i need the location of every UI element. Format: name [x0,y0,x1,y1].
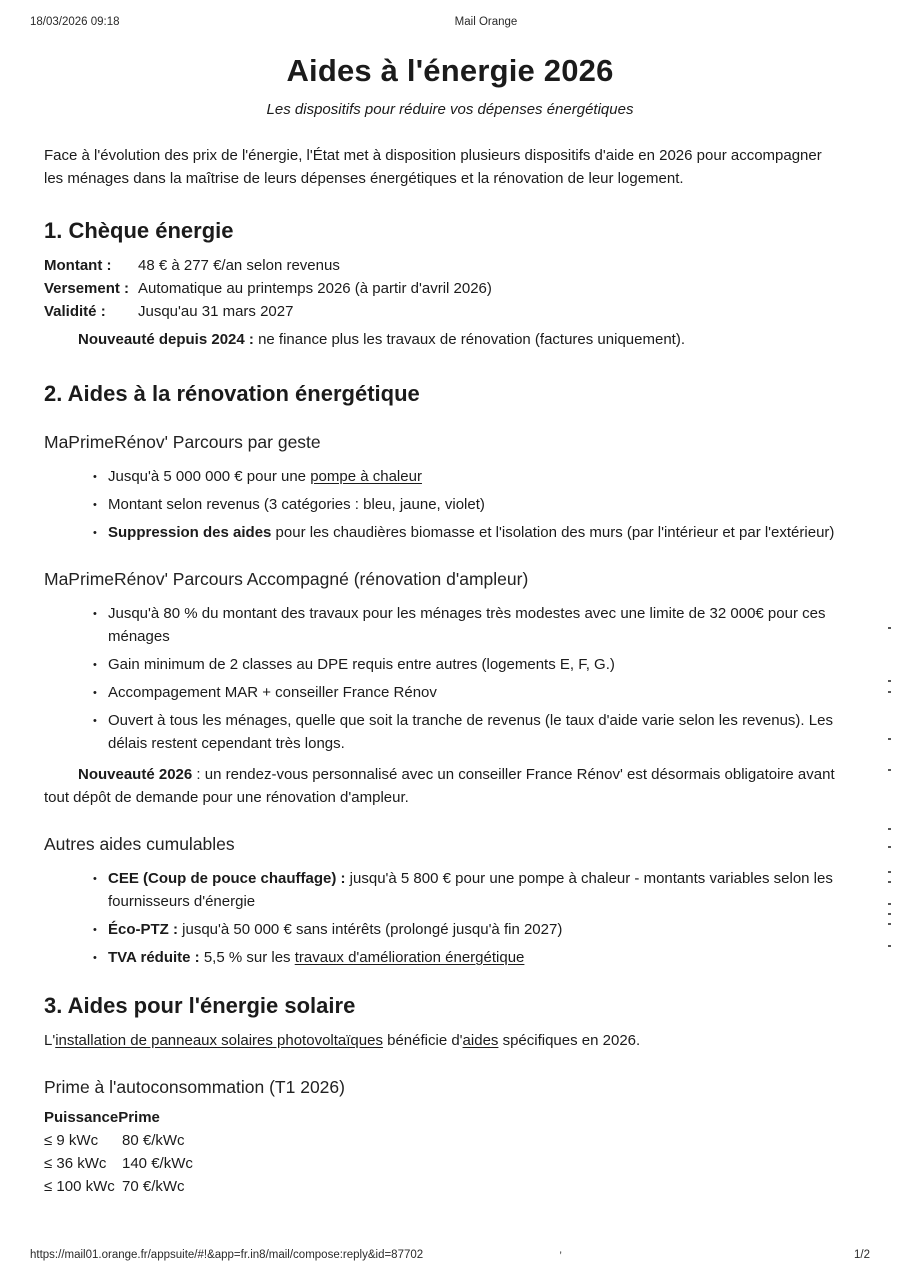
scan-dot [888,769,891,771]
footer-url: https://mail01.orange.fr/appsuite/#!&app=fr.in8/mail/compose:reply&id=87702 [30,1249,424,1261]
table-row [44,1152,856,1175]
scan-dot [888,846,891,848]
field-row-validite [44,300,856,323]
doc-title: Aides à l'énergie 2026 [286,53,614,88]
bullet-text: jusqu'à 5 800 € pour une pompe à chaleur - montants variables selon les fournisseurs d'énergie [108,870,833,910]
puissance-cell: ≤ 100 kWc [44,1178,115,1195]
scan-dot [888,945,891,947]
parcours-accompagne-list [44,602,856,755]
subsection-heading-autres-aides: Autres aides cumulables [44,834,235,854]
novelty-note-2024-text: ne finance plus les travaux de rénovation (factures uniquement). [253,331,685,348]
page-number: 1/2 [854,1249,870,1261]
scan-dot [888,903,891,905]
scan-dot [888,871,891,873]
bullet-text: 5,5 % sur les [199,949,295,966]
doc-subtitle: Les dispositifs pour réduire vos dépenses énergétiques [266,101,634,118]
scan-dot [888,691,891,693]
scan-dot [888,680,891,682]
cheque-energie-fields [44,254,856,323]
section-heading-solaire: 3. Aides pour l'énergie solaire [44,993,356,1018]
solar-text: L' [44,1032,56,1049]
link-panneaux-solaires[interactable]: installation de panneaux solaires photovoltaïques [55,1032,383,1049]
list-item [108,867,856,913]
list-item: • Accompagement MAR + conseiller France Rénov [108,681,856,704]
table-row [44,1175,856,1198]
list-item [108,918,856,941]
field-value: 48 € à 277 €/an selon revenus [138,257,340,274]
scan-artifact-mark: ’ [559,1249,562,1263]
print-footer [30,1249,870,1261]
autres-aides-list [44,867,856,969]
novelty-note-2026 [44,763,856,809]
field-value: Jusqu'au 31 mars 2027 [138,303,294,320]
novelty-note-2026-text: : un rendez-vous personnalisé avec un conseiller France Rénov' est désormais obligatoire avant tout dépôt de demande pour une rénovation d'ampleur. [44,766,835,806]
novelty-note-2026-label: Nouveauté 2026 [78,766,193,783]
link-travaux-amelioration[interactable]: travaux d'amélioration énergétique [294,949,525,966]
novelty-note-2024 [44,328,856,351]
solar-text: spécifiques en 2026. [498,1032,641,1049]
field-row-montant [44,254,856,277]
list-item: • Gain minimum de 2 classes au DPE requis entre autres (logements E, F, G.) [108,653,856,676]
field-label: Versement : [44,280,130,297]
scan-dot [888,828,891,830]
scan-dot [888,738,891,740]
print-header [30,16,870,28]
list-item: • Ouvert à tous les ménages, quelle que soit la tranche de revenus (le taux d'aide varie selon les revenus). Les délais restent cependant très longs. [108,709,856,755]
table-row [44,1129,856,1152]
prime-table [44,1106,856,1198]
bullet-bold-text: Éco-PTZ : [108,921,178,938]
subsection-heading-parcours-accompagne: MaPrimeRénov' Parcours Accompagné (rénovation d'ampleur) [44,569,529,589]
scan-dot [888,913,891,915]
list-item [108,521,856,544]
section-heading-renovation: 2. Aides à la rénovation énergétique [44,381,420,406]
bullet-bold-text: TVA réduite : [108,949,200,966]
list-item: • Montant selon revenus (3 catégories : bleu, jaune, violet) [108,493,856,516]
print-app-title: Mail Orange [454,16,518,28]
prime-cell: 140 €/kWc [122,1155,193,1172]
subsection-heading-parcours-geste: MaPrimeRénov' Parcours par geste [44,432,321,452]
list-item [108,946,856,969]
novelty-note-2024-label: Nouveauté depuis 2024 : [78,331,254,348]
field-value: Automatique au printemps 2026 (à partir d'avril 2026) [138,280,492,297]
prime-cell: 80 €/kWc [122,1132,185,1149]
scan-dot [888,627,891,629]
puissance-cell: ≤ 36 kWc [44,1155,107,1172]
field-label: Montant : [44,257,112,274]
prime-table-header: PuissancePrime [44,1109,160,1126]
solar-intro-paragraph [44,1029,856,1052]
intro-paragraph: Face à l'évolution des prix de l'énergie, l'État met à disposition plusieurs dispositifs d'aide en 2026 pour accompagner les ménages dans la maîtrise de leurs dépenses énergétiques et la rénovation de leur logement. [44,147,822,187]
parcours-geste-list [44,465,856,544]
bullet-text: pour les chaudières biomasse et l'isolation des murs (par l'intérieur et par l'extérieur) [271,524,835,541]
section-heading-cheque-energie: 1. Chèque énergie [44,218,234,243]
list-item [108,465,856,488]
scan-dot [888,923,891,925]
link-pompe-a-chaleur[interactable]: pompe à chaleur [310,468,422,485]
puissance-cell: ≤ 9 kWc [44,1132,99,1149]
solar-text: bénéficie d' [382,1032,463,1049]
bullet-text: Jusqu'à 5 000 000 € pour une [108,468,311,485]
field-label: Validité : [44,303,106,320]
field-row-versement [44,277,856,300]
prime-cell: 70 €/kWc [122,1178,185,1195]
bullet-bold-text: Suppression des aides [108,524,272,541]
print-date: 18/03/2026 09:18 [30,16,120,28]
list-item: • Jusqu'à 80 % du montant des travaux pour les ménages très modestes avec une limite de 32 000€ pour ces ménages [108,602,856,648]
scan-dot [888,881,891,883]
bullet-bold-text: CEE (Coup de pouce chauffage) : [108,870,346,887]
bullet-text: jusqu'à 50 000 € sans intérêts (prolongé jusqu'à fin 2027) [178,921,563,938]
link-aides[interactable]: aides [462,1032,499,1049]
subsection-heading-prime-autoconsommation: Prime à l'autoconsommation (T1 2026) [44,1077,345,1097]
